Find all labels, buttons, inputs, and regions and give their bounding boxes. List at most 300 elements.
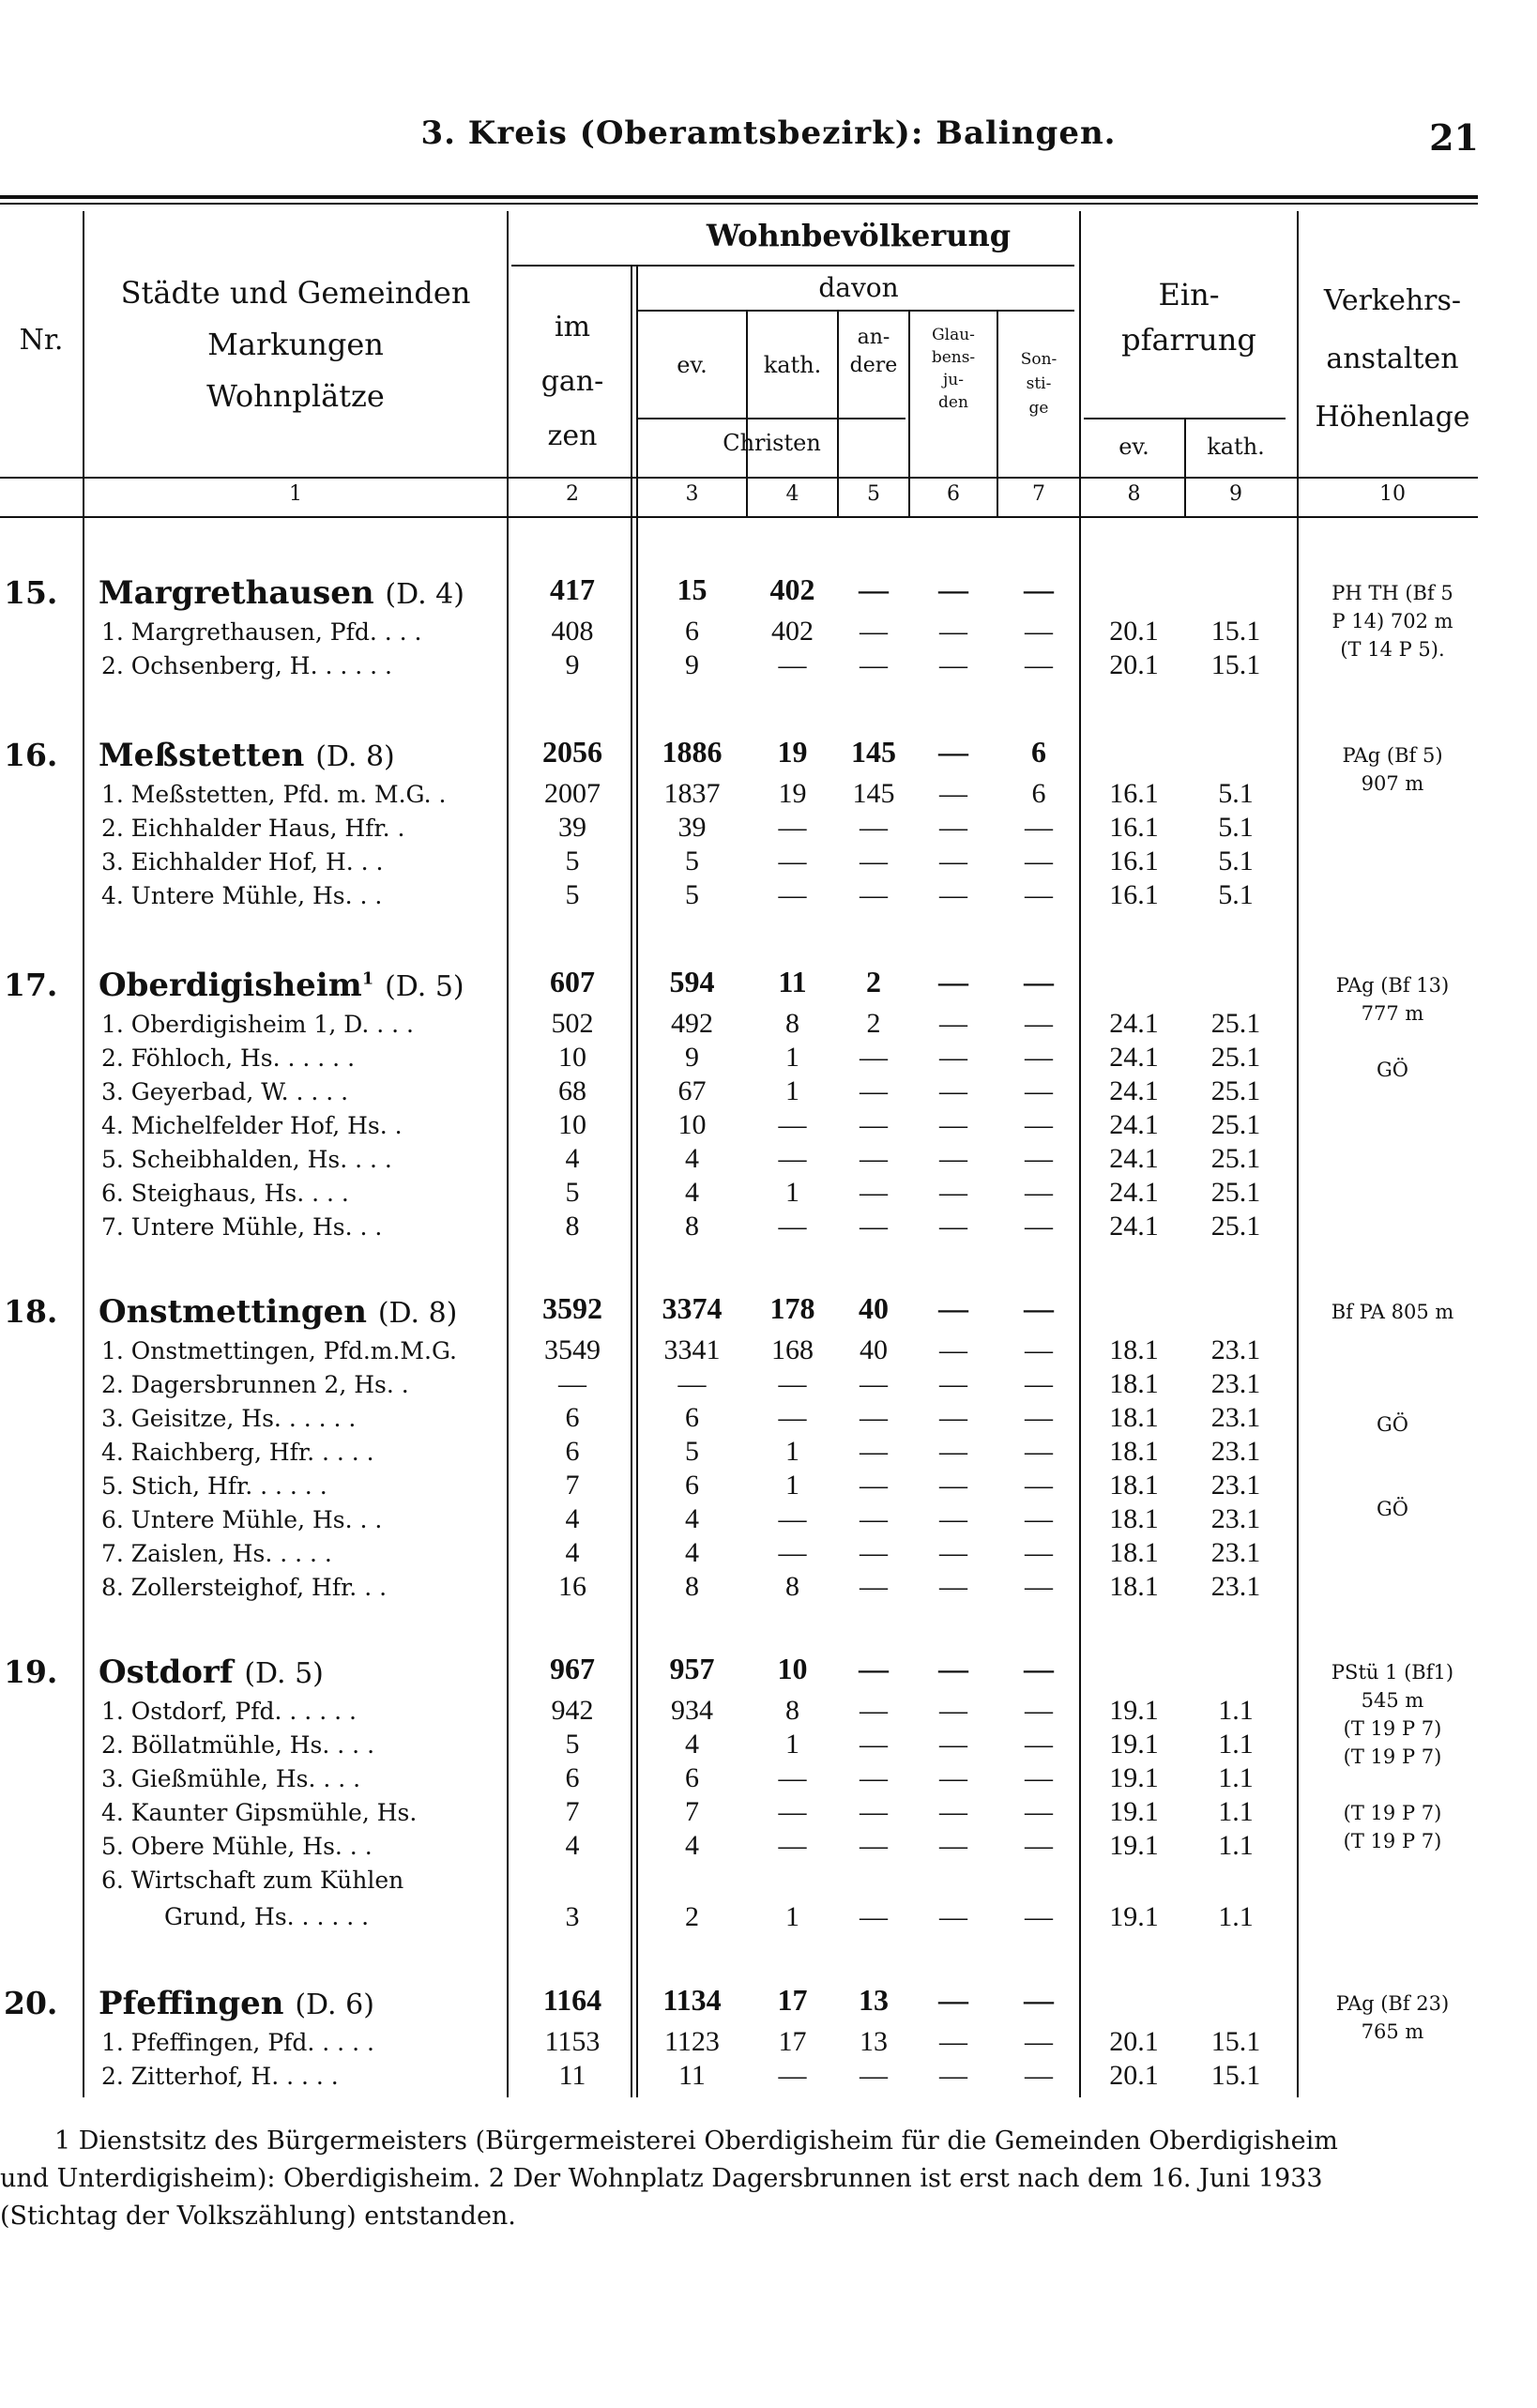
einpfarrung-ev: 24.1 xyxy=(1109,1008,1159,1039)
page-number: 21 xyxy=(1429,116,1479,159)
population-value: 13 xyxy=(859,1983,889,2017)
population-value: — xyxy=(860,1901,888,1932)
wohnplatz-name: 4. Untere Mühle, Hs. . . xyxy=(101,882,383,909)
population-value: — xyxy=(1025,1762,1053,1793)
population-value: — xyxy=(778,649,807,680)
einpfarrung-kath: 5.1 xyxy=(1218,812,1254,843)
municipality-name xyxy=(99,1985,511,2022)
population-value: 5 xyxy=(565,846,580,876)
population-value: 402 xyxy=(769,572,815,606)
population-value: 11 xyxy=(778,965,807,998)
einpfarrung-kath: 1.1 xyxy=(1218,1796,1254,1827)
population-value: 934 xyxy=(671,1695,713,1726)
verkehr-note: 765 m xyxy=(1361,2020,1424,2043)
wohnplatz-name: 8. Zollersteighof, Hfr. . . xyxy=(101,1574,388,1601)
population-value: 8 xyxy=(785,1571,799,1602)
header-sonstige-line: sti- xyxy=(1026,374,1052,393)
municipality-name-text: Margrethausen xyxy=(99,574,374,612)
district-code: (D. 6) xyxy=(295,1989,374,2021)
district-code: (D. 5) xyxy=(385,970,464,1003)
einpfarrung-kath: 23.1 xyxy=(1210,1537,1261,1568)
population-value: — xyxy=(1025,616,1053,647)
population-value: 2 xyxy=(685,1901,699,1932)
verkehr-note: 907 m xyxy=(1361,772,1424,795)
wohnplatz-name: 3. Geisitze, Hs. . . . . . xyxy=(101,1405,357,1432)
population-value: — xyxy=(938,1291,968,1325)
municipality-name-text: Ostdorf xyxy=(99,1654,234,1691)
population-value: 10 xyxy=(558,1042,586,1073)
population-value: — xyxy=(1025,2060,1053,2091)
population-value: 19 xyxy=(778,778,807,809)
population-value: 7 xyxy=(685,1796,699,1827)
einpfarrung-kath: 5.1 xyxy=(1218,778,1254,809)
population-value: — xyxy=(938,965,968,998)
population-value: — xyxy=(778,1537,807,1568)
population-value: — xyxy=(939,1571,967,1602)
wohnplatz-name: 2. Eichhalder Haus, Hfr. . xyxy=(101,815,405,842)
group-number: 18. xyxy=(4,1293,58,1330)
header-einpfarrung xyxy=(1081,272,1297,362)
wohnplatz-name: 2. Zitterhof, H. . . . . xyxy=(101,2063,339,2090)
population-value: 67 xyxy=(677,1075,707,1106)
population-value: 2056 xyxy=(542,735,602,769)
population-value: 3374 xyxy=(662,1291,723,1325)
wohnplatz-name: 5. Stich, Hfr. . . . . . xyxy=(101,1472,327,1500)
population-value: 967 xyxy=(550,1652,595,1685)
group-number: 15. xyxy=(4,574,58,611)
population-value: — xyxy=(939,1368,967,1399)
population-value: 8 xyxy=(785,1695,799,1726)
population-value: — xyxy=(1025,812,1053,843)
population-value: — xyxy=(939,2060,967,2091)
verkehr-note: PH TH (Bf 5 xyxy=(1332,582,1453,604)
wohnplatz-name: 3. Gießmühle, Hs. . . . xyxy=(101,1765,361,1792)
population-value: — xyxy=(1025,1177,1053,1208)
population-value: 3549 xyxy=(544,1334,601,1365)
header-gj-line: bens- xyxy=(931,348,976,367)
population-value: 1123 xyxy=(664,2026,720,2057)
einpfarrung-ev: 19.1 xyxy=(1109,1830,1159,1861)
einpfarrung-kath: 23.1 xyxy=(1210,1334,1261,1365)
verkehr-note: GÖ xyxy=(1377,1413,1408,1436)
header-gj-line: Glau- xyxy=(932,326,975,344)
wohnplatz-name: 2. Föhloch, Hs. . . . . . xyxy=(101,1044,356,1072)
population-value: — xyxy=(1024,965,1054,998)
population-value: — xyxy=(860,1503,888,1534)
einpfarrung-kath: 25.1 xyxy=(1210,1075,1261,1106)
footnote-line: und Unterdigisheim): Oberdigisheim. 2 Der Wohnplatz Dagersbrunnen ist erst nach dem 16. Juni 1933 xyxy=(0,2164,1323,2193)
population-value: 1 xyxy=(785,1436,799,1467)
population-value: 6 xyxy=(685,1762,699,1793)
population-value: 1 xyxy=(785,1901,799,1932)
header-im-ganzen xyxy=(511,300,633,464)
column-number: 8 xyxy=(1127,482,1141,506)
table-top-rule xyxy=(0,195,1478,199)
page-title: 3. Kreis (Oberamtsbezirk): Balingen. xyxy=(420,114,1117,152)
population-value: — xyxy=(1025,1571,1053,1602)
christen-rule xyxy=(638,418,905,419)
population-value: — xyxy=(939,1402,967,1433)
einpfarrung-ev: 24.1 xyxy=(1109,1177,1159,1208)
einpfarrung-ev: 20.1 xyxy=(1109,649,1159,680)
population-value: — xyxy=(860,1729,888,1760)
wohnplatz-name: 1. Onstmettingen, Pfd.m.M.G. xyxy=(101,1337,458,1364)
header-bottom-rule xyxy=(0,477,1478,479)
header-verkehr-line: Höhenlage xyxy=(1315,401,1470,434)
population-value: 39 xyxy=(677,812,707,843)
population-value: 11 xyxy=(558,2060,586,2091)
population-value: — xyxy=(1025,879,1053,910)
population-value: — xyxy=(939,1901,967,1932)
population-value: 1 xyxy=(785,1729,799,1760)
footnote-marker: 1 xyxy=(361,968,374,989)
header-im-ganzen-line: zen xyxy=(547,419,598,452)
einpfarrung-ev: 16.1 xyxy=(1109,778,1159,809)
header-christen: Christen xyxy=(723,430,821,456)
column-number: 10 xyxy=(1379,482,1406,506)
municipality-name xyxy=(99,1293,511,1331)
population-value: 9 xyxy=(685,649,699,680)
header-andere-line: an- xyxy=(857,326,890,349)
header-davon: davon xyxy=(818,272,899,303)
einpfarrung-kath: 23.1 xyxy=(1210,1368,1261,1399)
population-value: 1 xyxy=(785,1042,799,1073)
einpfarrung-kath: 23.1 xyxy=(1210,1470,1261,1501)
population-value: — xyxy=(860,1109,888,1140)
einpfarrung-kath: 15.1 xyxy=(1210,2026,1261,2057)
population-value: 7 xyxy=(565,1796,580,1827)
einpfarrung-ev: 19.1 xyxy=(1109,1762,1159,1793)
wohnplatz-name: 2. Ochsenberg, H. . . . . . xyxy=(101,652,392,679)
population-value: — xyxy=(939,2026,967,2057)
population-value: 13 xyxy=(860,2026,888,2057)
wohnplatz-name: 6. Wirtschaft zum Kühlen xyxy=(101,1867,404,1894)
population-value: 1837 xyxy=(663,778,721,809)
population-value: — xyxy=(860,616,888,647)
population-value: — xyxy=(860,1537,888,1568)
population-value: — xyxy=(939,1537,967,1568)
wohnplatz-name: 4. Michelfelder Hof, Hs. . xyxy=(101,1112,403,1139)
population-value: 8 xyxy=(565,1211,580,1242)
verkehr-note: (T 14 P 5). xyxy=(1340,638,1445,661)
population-value: — xyxy=(677,1368,707,1399)
population-value: 1 xyxy=(785,1075,799,1106)
einpfarrung-kath: 25.1 xyxy=(1210,1177,1261,1208)
population-value: 9 xyxy=(565,649,580,680)
population-value: 6 xyxy=(565,1402,580,1433)
wohnplatz-name: 1. Margrethausen, Pfd. . . . xyxy=(101,618,422,646)
einpfarrung-kath: 5.1 xyxy=(1218,879,1254,910)
population-value: — xyxy=(1025,1368,1053,1399)
verkehr-note: (T 19 P 7) xyxy=(1343,1717,1442,1740)
population-value: — xyxy=(860,846,888,876)
population-value: 4 xyxy=(565,1830,580,1861)
population-value: 19 xyxy=(777,735,808,769)
population-value: — xyxy=(939,1830,967,1861)
population-value: 1886 xyxy=(662,735,723,769)
einpfarrung-kath: 15.1 xyxy=(1210,2060,1261,2091)
district-code: (D. 8) xyxy=(377,1297,458,1330)
verkehr-note: Bf PA 805 m xyxy=(1331,1301,1454,1323)
population-value: 594 xyxy=(669,965,715,998)
population-value: — xyxy=(558,1368,586,1399)
population-value: 2 xyxy=(866,965,881,998)
population-value: 408 xyxy=(551,616,594,647)
verkehr-note: 545 m xyxy=(1361,1689,1424,1712)
municipality-name-text: Pfeffingen xyxy=(99,1985,284,2022)
header-gj-line: ju- xyxy=(943,371,964,389)
population-value: — xyxy=(859,572,889,606)
population-value: — xyxy=(939,1109,967,1140)
population-value: — xyxy=(778,1830,807,1861)
header-nr: Nr. xyxy=(19,324,64,357)
population-value: 168 xyxy=(771,1334,814,1365)
population-value: — xyxy=(939,879,967,910)
colnum-bottom-rule xyxy=(0,516,1478,518)
einpfarrung-kath: 1.1 xyxy=(1218,1695,1254,1726)
population-value: — xyxy=(860,1796,888,1827)
population-value: 492 xyxy=(671,1008,713,1039)
population-value: 3341 xyxy=(663,1334,721,1365)
group-number: 19. xyxy=(4,1654,58,1690)
population-value: — xyxy=(1025,1503,1053,1534)
einpfarrung-kath: 5.1 xyxy=(1218,846,1254,876)
population-value: 5 xyxy=(565,879,580,910)
population-value: 4 xyxy=(565,1143,580,1174)
einpfarrung-ev: 19.1 xyxy=(1109,1729,1159,1760)
population-value: — xyxy=(860,2060,888,2091)
population-value: 6 xyxy=(565,1762,580,1793)
population-value: — xyxy=(860,812,888,843)
footnote-line: 1 Dienstsitz des Bürgermeisters (Bürgermeisterei Oberdigisheim für die Gemeinden Oberdigisheim xyxy=(54,2126,1338,2156)
einpfarrung-ev: 18.1 xyxy=(1109,1436,1159,1467)
einpfarrung-ev: 18.1 xyxy=(1109,1470,1159,1501)
population-value: 10 xyxy=(677,1109,707,1140)
einpfarrung-ev: 24.1 xyxy=(1109,1075,1159,1106)
column-number: 9 xyxy=(1229,482,1242,506)
population-value: — xyxy=(1025,846,1053,876)
population-value: 3592 xyxy=(542,1291,602,1325)
wohnplatz-name: 4. Raichberg, Hfr. . . . . xyxy=(101,1439,374,1466)
population-value: — xyxy=(1024,1291,1054,1325)
population-value: — xyxy=(1025,1470,1053,1501)
column-number: 6 xyxy=(947,482,960,506)
population-value: 2 xyxy=(866,1008,881,1039)
header-glaubensjuden xyxy=(910,324,997,414)
population-value: 957 xyxy=(669,1652,715,1685)
population-value: — xyxy=(939,846,967,876)
header-andere-line: dere xyxy=(849,354,898,377)
population-value: — xyxy=(860,1042,888,1073)
population-value: — xyxy=(939,778,967,809)
population-value: 502 xyxy=(551,1008,594,1039)
population-value: 6 xyxy=(685,1402,699,1433)
header-andere xyxy=(839,324,908,380)
wohnplatz-name: 5. Scheibhalden, Hs. . . . xyxy=(101,1146,392,1173)
population-value: — xyxy=(939,1143,967,1174)
einpfarrung-ev: 16.1 xyxy=(1109,812,1159,843)
municipality-name-text: Onstmettingen xyxy=(99,1293,367,1331)
table-top-rule-thin xyxy=(0,203,1478,205)
population-value: — xyxy=(1024,1983,1054,2017)
population-value: 4 xyxy=(565,1537,580,1568)
population-value: — xyxy=(778,2060,807,2091)
population-value: — xyxy=(778,1503,807,1534)
header-ev: ev. xyxy=(677,352,708,378)
population-value: — xyxy=(939,1762,967,1793)
population-value: 40 xyxy=(859,1291,889,1325)
population-value: 68 xyxy=(558,1075,586,1106)
population-value: — xyxy=(1025,1211,1053,1242)
einpfarrung-kath: 25.1 xyxy=(1210,1109,1261,1140)
population-value: — xyxy=(939,1729,967,1760)
verkehr-note: (T 19 P 7) xyxy=(1343,1802,1442,1824)
einpfarrung-kath: 1.1 xyxy=(1218,1901,1254,1932)
einpfarrung-ev: 18.1 xyxy=(1109,1368,1159,1399)
verkehr-note: P 14) 702 m xyxy=(1332,610,1453,632)
verkehr-note: PAg (Bf 5) xyxy=(1342,744,1443,767)
population-value: 8 xyxy=(685,1211,699,1242)
population-value: — xyxy=(1025,1901,1053,1932)
einpfarrung-ev: 20.1 xyxy=(1109,2026,1159,2057)
einpfarrung-kath: 23.1 xyxy=(1210,1571,1261,1602)
header-name-line: Städte und Gemeinden xyxy=(120,275,471,311)
einpfarrung-ev: 16.1 xyxy=(1109,879,1159,910)
population-value: 7 xyxy=(565,1470,580,1501)
header-name-line: Wohnplätze xyxy=(206,378,385,414)
column-number: 2 xyxy=(566,482,579,506)
column-number: 7 xyxy=(1032,482,1045,506)
column-number: 4 xyxy=(785,482,799,506)
population-value: — xyxy=(939,1503,967,1534)
population-value: 2007 xyxy=(544,778,601,809)
population-value: — xyxy=(778,1402,807,1433)
population-value: 1 xyxy=(785,1177,799,1208)
einpfarrung-ev: 19.1 xyxy=(1109,1901,1159,1932)
einpfarrung-kath: 1.1 xyxy=(1218,1830,1254,1861)
header-sonstige-line: ge xyxy=(1028,399,1049,418)
population-value: — xyxy=(860,1470,888,1501)
population-value: — xyxy=(939,1334,967,1365)
verkehr-note: PStü 1 (Bf1) xyxy=(1331,1661,1454,1684)
wohnplatz-name: 1. Meßstetten, Pfd. m. M.G. . xyxy=(101,781,447,808)
wohnplatz-name: 7. Zaislen, Hs. . . . . xyxy=(101,1540,332,1567)
header-name-line: Markungen xyxy=(207,327,384,362)
population-value: 1164 xyxy=(542,1983,602,2017)
wohnplatz-name: 7. Untere Mühle, Hs. . . xyxy=(101,1213,383,1241)
header-im-ganzen-line: gan- xyxy=(540,365,604,398)
verkehr-note: GÖ xyxy=(1377,1498,1408,1520)
population-value: — xyxy=(860,1143,888,1174)
municipality-name-text: Meßstetten xyxy=(99,737,305,774)
population-value: — xyxy=(938,735,968,769)
population-value: 4 xyxy=(685,1830,699,1861)
einpfarrung-kath: 25.1 xyxy=(1210,1211,1261,1242)
einpfarrung-ev: 24.1 xyxy=(1109,1143,1159,1174)
population-value: 39 xyxy=(558,812,586,843)
population-value: — xyxy=(860,1695,888,1726)
population-value: — xyxy=(939,616,967,647)
population-value: — xyxy=(778,812,807,843)
col-divider xyxy=(507,211,509,2097)
wohnplatz-name: 2. Dagersbrunnen 2, Hs. . xyxy=(101,1371,409,1398)
population-value: 16 xyxy=(558,1571,586,1602)
population-value: 4 xyxy=(685,1143,699,1174)
header-kath: kath. xyxy=(763,352,822,378)
verkehr-note: (T 19 P 7) xyxy=(1343,1745,1442,1768)
population-value: 4 xyxy=(685,1177,699,1208)
einpfarrung-kath: 15.1 xyxy=(1210,616,1261,647)
population-value: 402 xyxy=(771,616,814,647)
verkehr-note: PAg (Bf 23) xyxy=(1335,1992,1450,2015)
population-value: 8 xyxy=(785,1008,799,1039)
population-value: 17 xyxy=(777,1983,808,2017)
population-value: — xyxy=(939,1075,967,1106)
population-value: 4 xyxy=(685,1503,699,1534)
davon-rule xyxy=(638,310,1074,312)
col-divider xyxy=(1079,211,1081,2097)
wohnplatz-name: 1. Pfeffingen, Pfd. . . . . xyxy=(101,2029,374,2056)
population-value: 5 xyxy=(565,1177,580,1208)
population-value: — xyxy=(859,1652,889,1685)
population-value: — xyxy=(778,1368,807,1399)
population-value: 145 xyxy=(852,778,895,809)
einpfarrung-ev: 20.1 xyxy=(1109,2060,1159,2091)
district-code: (D. 5) xyxy=(244,1657,324,1690)
population-value: — xyxy=(860,1368,888,1399)
population-value: — xyxy=(1025,1109,1053,1140)
header-wohnbevoelkerung: Wohnbevölkerung xyxy=(706,218,1012,253)
einpfarrung-ev: 18.1 xyxy=(1109,1537,1159,1568)
population-value: — xyxy=(1025,1695,1053,1726)
population-value: — xyxy=(938,572,968,606)
population-value: — xyxy=(860,1762,888,1793)
population-value: — xyxy=(939,1695,967,1726)
population-value: 5 xyxy=(685,879,699,910)
header-ein-ev: ev. xyxy=(1119,434,1149,460)
einpfarrung-kath: 25.1 xyxy=(1210,1143,1261,1174)
population-value: 11 xyxy=(678,2060,706,2091)
einpfarrung-ev: 18.1 xyxy=(1109,1503,1159,1534)
population-value: — xyxy=(778,1109,807,1140)
population-value: — xyxy=(1025,1334,1053,1365)
population-value: — xyxy=(1025,1008,1053,1039)
einpfarrung-ev: 24.1 xyxy=(1109,1042,1159,1073)
verkehr-note: GÖ xyxy=(1377,1059,1408,1081)
population-value: 6 xyxy=(1031,778,1046,809)
population-value: — xyxy=(1025,1796,1053,1827)
population-value: 417 xyxy=(550,572,595,606)
population-value: 1134 xyxy=(662,1983,722,2017)
einpfarrung-ev: 18.1 xyxy=(1109,1402,1159,1433)
population-value: 6 xyxy=(685,1470,699,1501)
population-value: 10 xyxy=(558,1109,586,1140)
header-sonstige xyxy=(998,347,1079,420)
district-code: (D. 8) xyxy=(315,740,395,773)
population-value: 6 xyxy=(685,616,699,647)
einpfarrung-ev: 18.1 xyxy=(1109,1334,1159,1365)
population-value: — xyxy=(778,879,807,910)
district-code: (D. 4) xyxy=(385,578,464,611)
einpfarrung-ev: 24.1 xyxy=(1109,1109,1159,1140)
municipality-name xyxy=(99,967,511,1004)
municipality-name xyxy=(99,574,511,612)
wohnplatz-name: 2. Böllatmühle, Hs. . . . xyxy=(101,1731,375,1759)
einpfarrung-kath: 23.1 xyxy=(1210,1503,1261,1534)
column-number: 5 xyxy=(867,482,880,506)
population-value: — xyxy=(1025,1143,1053,1174)
population-value: — xyxy=(860,1211,888,1242)
